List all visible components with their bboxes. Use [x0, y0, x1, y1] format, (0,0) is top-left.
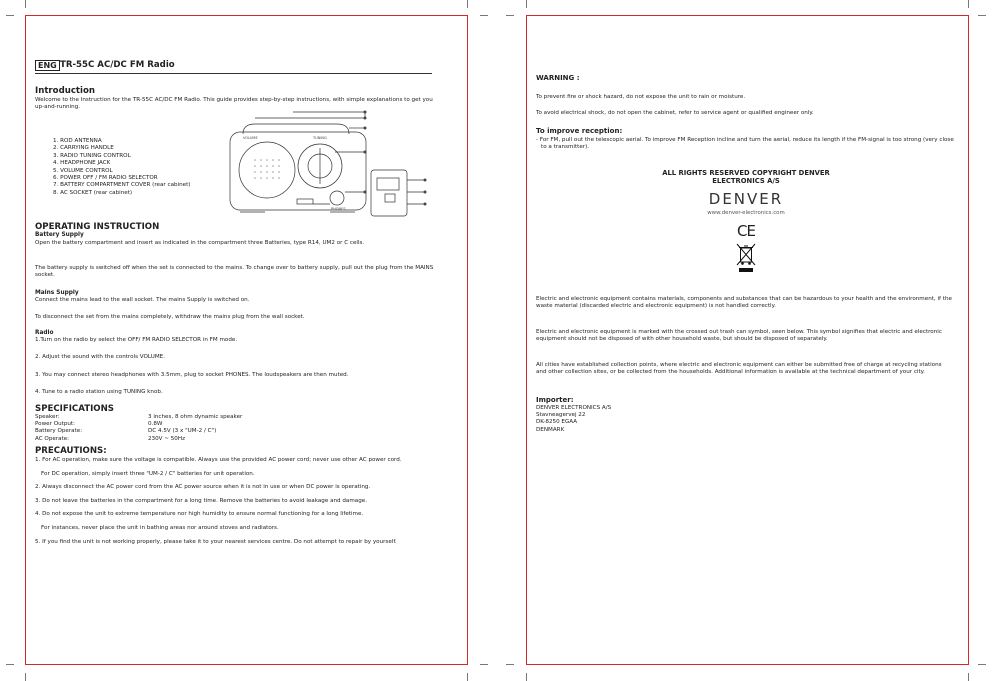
crop-mark: [526, 673, 527, 681]
document-title: TR-55C AC/DC FM Radio: [60, 60, 175, 70]
list-item: 5. VOLUME CONTROL: [53, 167, 113, 174]
list-item: 6. POWER OFF / FM RADIO SELECTOR: [53, 175, 158, 182]
list-item: 3. RADIO TUNING CONTROL: [53, 152, 131, 159]
list-item: 5. If you find the unit is not working properly, please take it to your nearest services centre. Do not attempt to repair by yourself.: [35, 538, 397, 545]
copyright-line-2: ELECTRONICS A/S: [712, 177, 780, 186]
crop-mark: [467, 0, 468, 8]
title-divider: [35, 73, 432, 74]
battery-heading: Battery Supply: [35, 232, 84, 238]
denver-logo: DENVER: [708, 190, 784, 208]
language-badge: ENG: [35, 60, 60, 71]
list-item: 3. Do not leave the batteries in the compartment for a long time. Remove the batteries to avoid leakage and damage.: [35, 497, 368, 504]
list-item: 1. For AC operation, make sure the voltage is compatible. Always use the provided AC power cord; never use other AC power cord. For DC operation, simply insert three "UM-2 / C" batteries for unit operation.: [35, 457, 402, 477]
precautions-list: [35, 457, 435, 552]
crop-mark: [6, 664, 14, 665]
crop-mark: [480, 664, 488, 665]
brand-url: www.denver-electronics.com: [707, 210, 785, 216]
crop-mark: [506, 15, 514, 16]
radio-text-1: 1.Turn on the radio by select the OFF/ FM RADIO SELECTOR in FM mode.: [35, 337, 238, 343]
mains-text-2: To disconnect the set from the mains completely, withdraw the mains plug from the wall socket.: [35, 314, 305, 320]
warning-heading: WARNING :: [536, 74, 580, 82]
battery-text-1: Open the battery compartment and insert as indicated in the compartment three Batteries, type R14, UM2 or C cells.: [35, 240, 365, 246]
radio-heading: Radio: [35, 330, 54, 336]
parts-list: [53, 138, 223, 197]
importer-heading: Importer:: [536, 396, 574, 404]
address-line: DENMARK: [536, 426, 565, 433]
spec-row: Power Output: 0.8W: [35, 421, 163, 428]
specs-table: [35, 414, 335, 443]
crop-mark: [526, 0, 527, 8]
precautions-heading: PRECAUTIONS:: [35, 446, 107, 456]
operating-heading: OPERATING INSTRUCTION: [35, 222, 160, 232]
mains-heading: Mains Supply: [35, 290, 79, 296]
crop-mark: [25, 0, 26, 8]
diagram-label-tuning: TUNING: [313, 136, 327, 140]
crop-mark: [467, 673, 468, 681]
crop-mark: [978, 15, 986, 16]
address-line: Stavneagervej 22: [536, 412, 586, 419]
list-item: 8. AC SOCKET (rear cabinet): [53, 189, 133, 196]
crop-mark: [978, 664, 986, 665]
warning-text-1: To prevent fire or shock hazard, do not expose the unit to rain or moisture.: [536, 94, 746, 100]
address-line: DK-8250 EGAA: [536, 419, 578, 426]
reception-text: - For FM, pull out the telescopic aerial. To improve FM Reception incline and turn the aerial, reduce its length if the FM-signal is too strong (very close to a transmitter).: [536, 137, 954, 151]
diagram-label-volume: VOLUME: [243, 136, 258, 140]
copyright-notice: [536, 169, 956, 186]
diagram-label-phones: PHONES: [331, 207, 346, 211]
list-item: 2. Always disconnect the AC power cord from the AC power source when it is not in use or when DC power is operating.: [35, 484, 371, 491]
weee-text-2: Electric and electronic equipment is marked with the crossed out trash can symbol, seen below. This symbol signifies that electric and electronic equipment should not be disposed of with other household waste, but should be disposed of separately.: [536, 329, 942, 343]
ce-mark: CE: [737, 222, 755, 240]
importer-address: [536, 405, 736, 434]
spec-row: Speaker: 3 inches, 8 ohm dynamic speaker: [35, 414, 243, 420]
crop-mark: [6, 15, 14, 16]
mains-text-1: Connect the mains lead to the wall socket. The mains Supply is switched on.: [35, 297, 250, 303]
intro-heading: Introduction: [35, 86, 96, 96]
battery-text-2: The battery supply is switched off when the set is connected to the mains. To change over to battery supply, pull out the plug from the MAINS socket.: [35, 265, 434, 279]
crop-mark: [25, 673, 26, 681]
radio-text-4: 4. Tune to a radio station using TUNING knob.: [35, 389, 163, 395]
radio-text-3: 3. You may connect stereo headphones with 3.5mm, plug to socket PHONES. The loudspeakers are then muted.: [35, 372, 349, 378]
spec-row: AC Operate: 230V ~ 50Hz: [35, 435, 186, 442]
specs-heading: SPECIFICATIONS: [35, 404, 114, 414]
list-item: 4. HEADPHONE JACK: [53, 160, 111, 167]
crop-mark: [506, 664, 514, 665]
list-item: 2. CARRYING HANDLE: [53, 145, 114, 152]
weee-text-3: All cities have established collection points, where electric and electronic equipment can either be submitted free of charge at recycling stations and other collection sites, or be collected from the households. Additional information is available at the technical department of your city.: [536, 362, 942, 376]
crop-mark: [968, 673, 969, 681]
reception-heading: To improve reception:: [536, 127, 623, 135]
crossed-bin-icon: [736, 243, 756, 273]
list-item: 4. Do not expose the unit to extreme temperature nor high humidity to ensure normal functioning for a long lifetime. For instances, never place the unit in bathing areas nor around stoves and radiators.: [35, 511, 364, 531]
copyright-line-1: ALL RIGHTS RESERVED COPYRIGHT DENVER: [662, 169, 830, 177]
spec-row: Battery Operate: DC 4.5V (3 x "UM-2 / C"): [35, 428, 217, 435]
intro-text: Welcome to the Instruction for the TR-55C AC/DC FM Radio. This guide provides step-by-step instructions, with simple explanations to get you up-and-running.: [35, 97, 433, 111]
list-item: 7. BATTERY COMPARTMENT COVER (rear cabinet): [53, 182, 191, 189]
radio-text-2: 2. Adjust the sound with the controls VOLUME.: [35, 354, 165, 360]
crop-mark: [480, 15, 488, 16]
warning-text-2: To avoid electrical shock, do not open the cabinet, refer to service agent or qualified engineer only.: [536, 110, 814, 116]
address-line: DENVER ELECTRONICS A/S: [536, 405, 612, 411]
radio-diagram: [225, 108, 437, 220]
list-item: 1. ROD ANTENNA: [53, 138, 102, 144]
weee-text-1: Electric and electronic equipment contains materials, components and substances that can be hazardous to your health and the environment, if the waste material (discarded electric and electronic equipment) is not handled correctly.: [536, 296, 952, 310]
crop-mark: [968, 0, 969, 8]
